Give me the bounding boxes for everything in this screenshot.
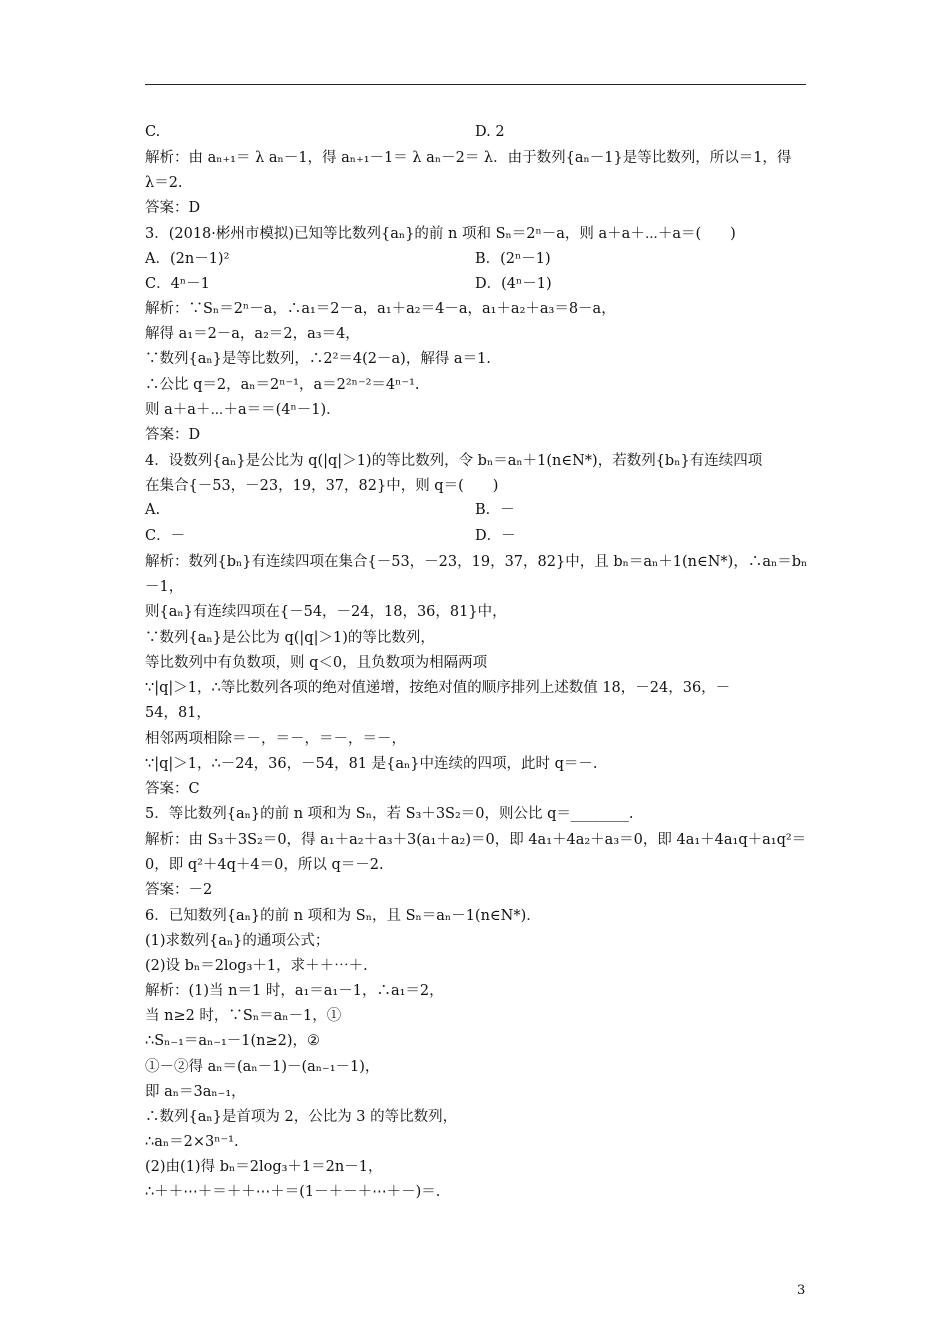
text-line: C．－ [145, 528, 186, 544]
page-number: 3 [797, 1283, 806, 1298]
text-line: ∵数列{aₙ}是公比为 q(|q|＞1)的等比数列， [145, 630, 435, 646]
text-line: 在集合{－53，－23，19，37，82}中，则 q＝( ) [145, 478, 499, 494]
text-line: 解析：(1)当 n＝1 时，a₁＝a₁－1，∴a₁＝2， [145, 983, 444, 999]
text-line: 解析：由 S₃＋3S₂＝0，得 a₁＋a₂＋a₃＋3(a₁＋a₂)＝0，即 4a₁＋4a₂＋a₃＝0，即 4a₁＋4a₁q＋a₁q²＝ [145, 832, 807, 848]
text-line: ∴＋＋⋯＋＝＋＋⋯＋＝(1－＋－＋⋯＋－)＝. [145, 1184, 441, 1200]
text-line: 答案：D [145, 200, 201, 216]
text-line: 等比数列中有负数项，则 q＜0，且负数项为相隔两项 [145, 655, 488, 671]
text-line: ∵|q|＞1，∴－24，36，－54，81 是{aₙ}中连续的四项，此时 q＝－. [145, 756, 598, 772]
text-line-option: B．(2ⁿ－1) [475, 251, 551, 267]
text-line-option: D. 2 [475, 124, 505, 140]
text-line: A．(2n－1)² [145, 251, 230, 267]
text-line: 解析：由 aₙ₊₁＝ λ aₙ－1，得 aₙ₊₁－1＝ λ aₙ－2＝ λ．由于数列{aₙ－1}是等比数列，所以＝1，得 [145, 150, 792, 166]
text-line: 5．等比数列{aₙ}的前 n 项和为 Sₙ，若 S₃＋3S₂＝0，则公比 q＝________. [145, 806, 634, 822]
text-line: ∵|q|＞1，∴等比数列各项的绝对值递增，按绝对值的顺序排列上述数值 18，－24，36，－ [145, 680, 731, 696]
text-line: 则{aₙ}有连续四项在{－54，－24，18，36，81}中， [145, 604, 507, 620]
text-line-option: D．－ [475, 528, 516, 544]
text-line: 6．已知数列{aₙ}的前 n 项和为 Sₙ，且 Sₙ＝aₙ－1(n∈N*)． [145, 908, 541, 924]
text-line: 即 aₙ＝3aₙ₋₁， [145, 1084, 246, 1100]
text-line: ∴数列{aₙ}是首项为 2，公比为 3 的等比数列， [145, 1109, 458, 1125]
text-line: C．4ⁿ－1 [145, 276, 210, 292]
header-rule [145, 84, 806, 85]
text-line: ∴aₙ＝2×3ⁿ⁻¹. [145, 1134, 239, 1150]
text-line: ①－②得 aₙ＝(aₙ－1)－(aₙ₋₁－1)， [145, 1059, 380, 1075]
text-line-option: B．－ [475, 502, 515, 518]
text-line: λ＝2. [145, 175, 183, 191]
text-line: 答案：C [145, 781, 200, 797]
text-line: A. [145, 502, 161, 518]
text-line: ∵数列{aₙ}是等比数列，∴2²＝4(2－a)，解得 a＝1. [145, 351, 491, 367]
text-line: 0，即 q²＋4q＋4＝0，所以 q＝－2. [145, 857, 384, 873]
text-line: 相邻两项相除＝－，＝－，＝－，＝－， [145, 731, 406, 747]
text-line: ∴公比 q＝2，aₙ＝2ⁿ⁻¹，a＝2²ⁿ⁻²＝4ⁿ⁻¹. [145, 377, 420, 393]
text-line: 当 n≥2 时，∵Sₙ＝aₙ－1，① [145, 1008, 342, 1024]
text-line: 解析：∵Sₙ＝2ⁿ－a，∴a₁＝2－a，a₁＋a₂＝4－a，a₁＋a₂＋a₃＝8－a， [145, 301, 616, 317]
text-line: 答案：－2 [145, 882, 213, 898]
text-line: 解得 a₁＝2－a，a₂＝2，a₃＝4， [145, 326, 360, 342]
text-line-option: D．(4ⁿ－1) [475, 276, 552, 292]
text-line: (1)求数列{aₙ}的通项公式； [145, 933, 330, 949]
text-line: ∴Sₙ₋₁＝aₙ₋₁－1(n≥2)，② [145, 1033, 321, 1049]
text-line: 解析：数列{bₙ}有连续四项在集合{－53，－23，19，37，82}中，且 bₙ＝aₙ＋1(n∈N*)，∴aₙ＝bₙ [145, 554, 808, 570]
text-line: (2)由(1)得 bₙ＝2log₃＋1＝2n－1， [145, 1159, 383, 1175]
text-line: 3．(2018·彬州市模拟)已知等比数列{aₙ}的前 n 项和 Sₙ＝2ⁿ－a，则 a＋a＋⋯＋a＝( ) [145, 226, 736, 242]
text-line: C. [145, 124, 161, 140]
text-line: (2)设 bₙ＝2log₃＋1，求＋＋⋯＋. [145, 958, 368, 974]
text-line: 答案：D [145, 427, 201, 443]
text-line: 4．设数列{aₙ}是公比为 q(|q|＞1)的等比数列，令 bₙ＝aₙ＋1(n∈N*)，若数列{bₙ}有连续四项 [145, 453, 763, 469]
text-line: 54，81， [145, 705, 211, 721]
text-line: 则 a＋a＋⋯＋a＝＝(4ⁿ－1)． [145, 402, 341, 418]
text-line: －1， [145, 579, 184, 595]
